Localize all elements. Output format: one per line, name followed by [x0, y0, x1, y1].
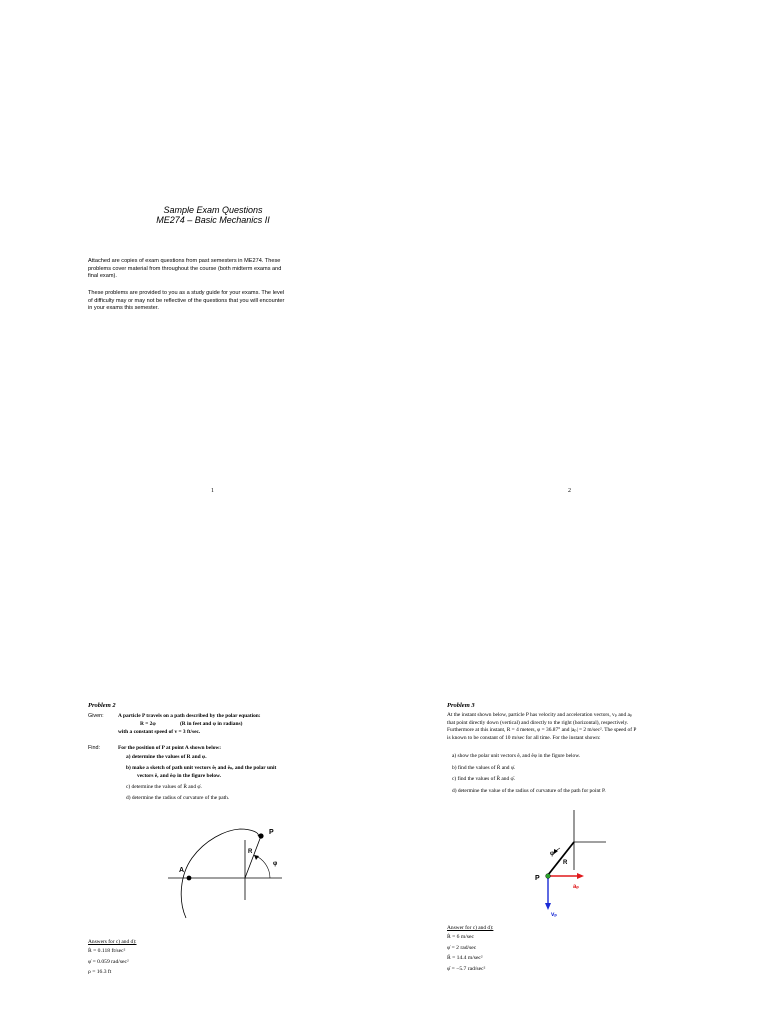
problem3-figure	[530, 808, 620, 920]
label-p: P	[269, 829, 274, 836]
page-number-2: 2	[568, 488, 571, 494]
problem2-figure	[160, 820, 290, 930]
polar-equation: R = 2φ	[140, 721, 156, 727]
problem3-item-d: d) determine the value of the radius of curvature of the path for point P.	[452, 788, 606, 794]
find-item-b2: vectors êᵣ and êφ in the figure below.	[137, 773, 221, 779]
page-number-1: 1	[211, 488, 214, 494]
problem3-answers-title: Answer for c) and d):	[447, 925, 494, 931]
slide1-paragraph-2: These problems are provided to you as a study guide for your exams. The level of difficulty may or may not be reflective of the questions that you will encounter in your exams this semester.	[88, 290, 285, 312]
problem3-title: Problem 3	[447, 702, 475, 709]
point-p-p3	[546, 874, 551, 879]
label-a: A	[179, 867, 185, 874]
find-item-d: d) determine the radius of curvature of the path.	[126, 795, 230, 801]
label-v-p3: vₚ	[551, 912, 557, 918]
equation-note: (R in feet and φ in radians)	[180, 721, 243, 727]
problem2-answers: Ṙ = 0.118 ft/sec² φ̇ = 0.059 rad/sec² ρ = 16.3 ft	[88, 948, 129, 975]
point-a	[187, 876, 192, 881]
find-label: Find:	[88, 745, 100, 751]
find-line: For the position of P at point A shown below:	[118, 745, 222, 751]
given-label: Given:	[88, 713, 104, 719]
radial-line	[548, 842, 574, 875]
point-p	[258, 833, 263, 838]
slide1-title-line1: Sample Exam Questions	[163, 205, 263, 215]
label-p-p3: P	[535, 875, 540, 882]
label-phi: φ	[273, 861, 278, 867]
problem2-title: Problem 2	[88, 702, 116, 709]
problem2-answers-title: Answers for c) and d):	[88, 939, 137, 945]
find-item-a: a) determine the values of R and φ.	[126, 754, 207, 760]
label-phi-p3: φ	[550, 851, 555, 857]
label-a-p3: aₚ	[573, 884, 579, 890]
problem3-item-c: c) find the values of R̈ and φ̈.	[452, 776, 515, 782]
problem3-statement: At the instant shown below, particle P has velocity and acceleration vectors, vₚ and aₚ that point directly down (vertical) and directly to the right (horizontal), respectively. Furthermore at this instant, R = 4 meters, φ = 36.87° and |aₚ| = 2 m/sec². The speed of P is known to be constant of 10 m/sec for all time. For the instant shown:	[447, 712, 637, 741]
acceleration-arrowhead	[577, 873, 584, 879]
speed-line: with a constant speed of v = 3 ft/sec.	[118, 729, 201, 735]
slide1-title-line2: ME274 – Basic Mechanics II	[156, 215, 270, 225]
label-r-p3: R	[563, 860, 568, 866]
arc-arrowhead	[254, 855, 259, 860]
problem3-item-a: a) show the polar unit vectors êᵣ and êφ in the figure below.	[452, 753, 581, 759]
find-item-c: c) determine the values of Ṙ and φ̇.	[126, 784, 202, 790]
problem3-answers: Ṙ = 6 m/sec φ̇ = 2 rad/sec R̈ = 14.4 m/sec² φ̈ = −5.7 rad/sec²	[447, 934, 486, 972]
slide1-paragraph-1: Attached are copies of exam questions from past semesters in ME274. These problems cover material from throughout the course (both midterm exams and final exam).	[88, 258, 282, 280]
velocity-arrowhead	[545, 903, 551, 910]
given-line: A particle P travels on a path described by the polar equation:	[118, 713, 261, 719]
find-item-b1: b) make a sketch of path unit vectors êₜ and êₙ, and the polar unit	[126, 765, 277, 771]
problem3-item-b: b) find the values of Ṙ and φ̇.	[452, 765, 516, 771]
label-r: R	[248, 849, 253, 855]
